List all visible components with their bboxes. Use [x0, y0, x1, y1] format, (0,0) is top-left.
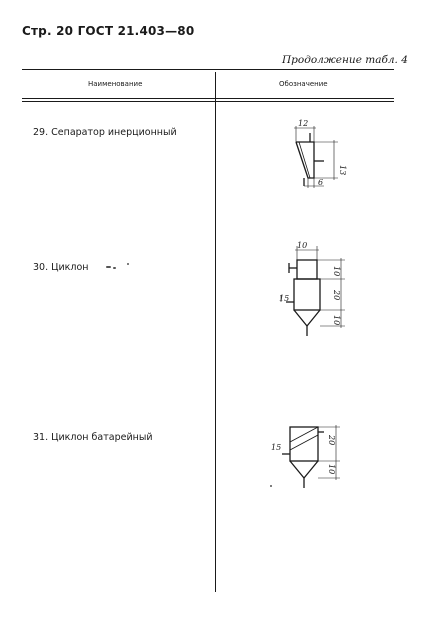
dim-side-b: 10 — [327, 464, 336, 475]
battery-cyclone-symbol — [268, 412, 368, 512]
header-bottom-rule-2 — [22, 101, 394, 102]
column-header-name: Наименование — [88, 80, 143, 88]
table-top-rule — [22, 69, 394, 70]
scan-speck — [113, 267, 116, 269]
inertial-separator-symbol — [280, 112, 360, 192]
column-divider — [215, 72, 216, 592]
row-label-cyclone: 30. Циклон — [33, 262, 89, 273]
dim-side-a: 10 — [332, 266, 341, 277]
dim-bottom: 6 — [318, 178, 324, 187]
dim-side: 13 — [338, 165, 347, 176]
scan-speck — [127, 263, 129, 265]
row-label-separator: 29. Сепаратор инерционный — [33, 127, 177, 138]
dim-left: 15 — [271, 443, 282, 452]
dim-side-b: 20 — [332, 290, 341, 301]
dim-side-c: 10 — [332, 315, 341, 326]
column-header-designation: Обозначение — [279, 80, 328, 88]
dim-top: 12 — [298, 119, 309, 128]
cyclone-symbol — [275, 240, 375, 350]
table-continuation-note: Продолжение табл. 4 — [282, 54, 408, 66]
scan-speck — [106, 266, 111, 268]
dim-side-a: 20 — [327, 435, 336, 446]
page-header: Стр. 20 ГОСТ 21.403—80 — [22, 24, 195, 38]
dim-left: 15 — [279, 294, 290, 303]
header-bottom-rule — [22, 98, 394, 99]
scan-speck — [270, 485, 272, 487]
row-label-battery-cyclone: 31. Циклон батарейный — [33, 432, 153, 443]
dim-top: 10 — [297, 241, 308, 250]
